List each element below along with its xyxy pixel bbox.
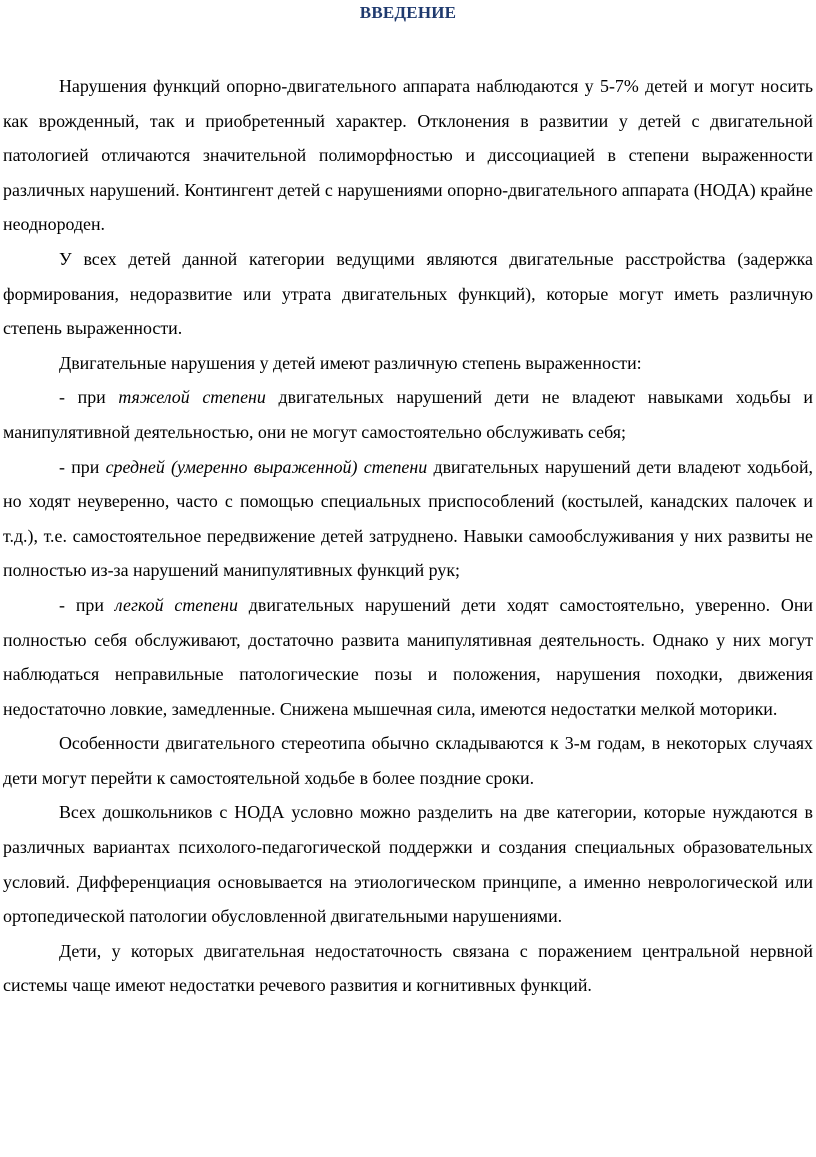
- document-title: ВВЕДЕНИЕ: [359, 3, 457, 22]
- paragraph-moderate-degree: [3, 450, 813, 588]
- paragraph-text: двигательных нарушений дети ходят самостоятельно, уверенно. Они полностью себя обслуживают, достаточно развита манипулятивная деятельность. Однако у них могут наблюдаться неправильные патологические позы и положения, нарушения походки, движения недостаточно ловкие, замедленные. Снижена мышечная сила, имеются недостатки мелкой моторики.: [3, 594, 813, 719]
- paragraph-1: Нарушения функций опорно-двигательного аппарата наблюдаются у 5-7% детей и могут носить как врожденный, так и приобретенный характер. Отклонения в развитии у детей с двигательной патологией отличаются значительной полиморфностью и диссоциацией в степени выраженности различных нарушений. Контингент детей с нарушениями опорно-двигательного аппарата (НОДА) крайне неоднороден.: [3, 76, 813, 235]
- list-dash-prefix: - при: [59, 456, 106, 477]
- paragraph-7: Особенности двигательного стереотипа обычно складываются к 3-м годам, в некоторых случаях дети могут перейти к самостоятельной ходьбе в более поздние сроки.: [3, 733, 813, 788]
- list-dash-prefix: - при: [59, 387, 119, 408]
- list-dash-prefix: - при: [59, 594, 115, 615]
- paragraph-8: Всех дошкольников с НОДА условно можно разделить на две категории, которые нуждаются в различных вариантах психолого-педагогической поддержки и создания специальных образовательных условий. Дифференциация основывается на этиологическом принципе, а именно неврологической или ортопедической патологии обусловленной двигательными нарушениями.: [3, 802, 813, 927]
- paragraph-mild-degree: [3, 588, 813, 726]
- paragraph-text: двигательных нарушений дети владеют ходьбой, но ходят неуверенно, часто с помощью специальных приспособлений (костылей, канадских палочек и т.д.), т.е. самостоятельное передвижение детей затруднено. Навыки самообслуживания у них развиты не полностью из-за нарушений манипулятивных функций рук;: [3, 456, 814, 581]
- paragraph-2: У всех детей данной категории ведущими являются двигательные расстройства (задержка формирования, недоразвитие или утрата двигательных функций), которые могут иметь различную степень выраженности.: [3, 248, 813, 339]
- paragraph-text: двигательных нарушений дети не владеют навыками ходьбы и манипулятивной деятельностью, они не могут самостоятельно обслуживать себя;: [3, 387, 814, 442]
- paragraph-3: Двигательные нарушения у детей имеют различную степень выраженности:: [59, 352, 642, 373]
- emphasis-mild-degree: легкой степени: [114, 594, 238, 615]
- emphasis-moderate-degree: средней (умеренно выраженной) степени: [105, 456, 428, 477]
- paragraph-9: Дети, у которых двигательная недостаточность связана с поражением центральной нервной системы чаще имеют недостатки речевого развития и когнитивных функций.: [3, 940, 813, 996]
- emphasis-severe-degree: тяжелой степени: [118, 387, 266, 408]
- paragraph-severe-degree: [3, 380, 813, 449]
